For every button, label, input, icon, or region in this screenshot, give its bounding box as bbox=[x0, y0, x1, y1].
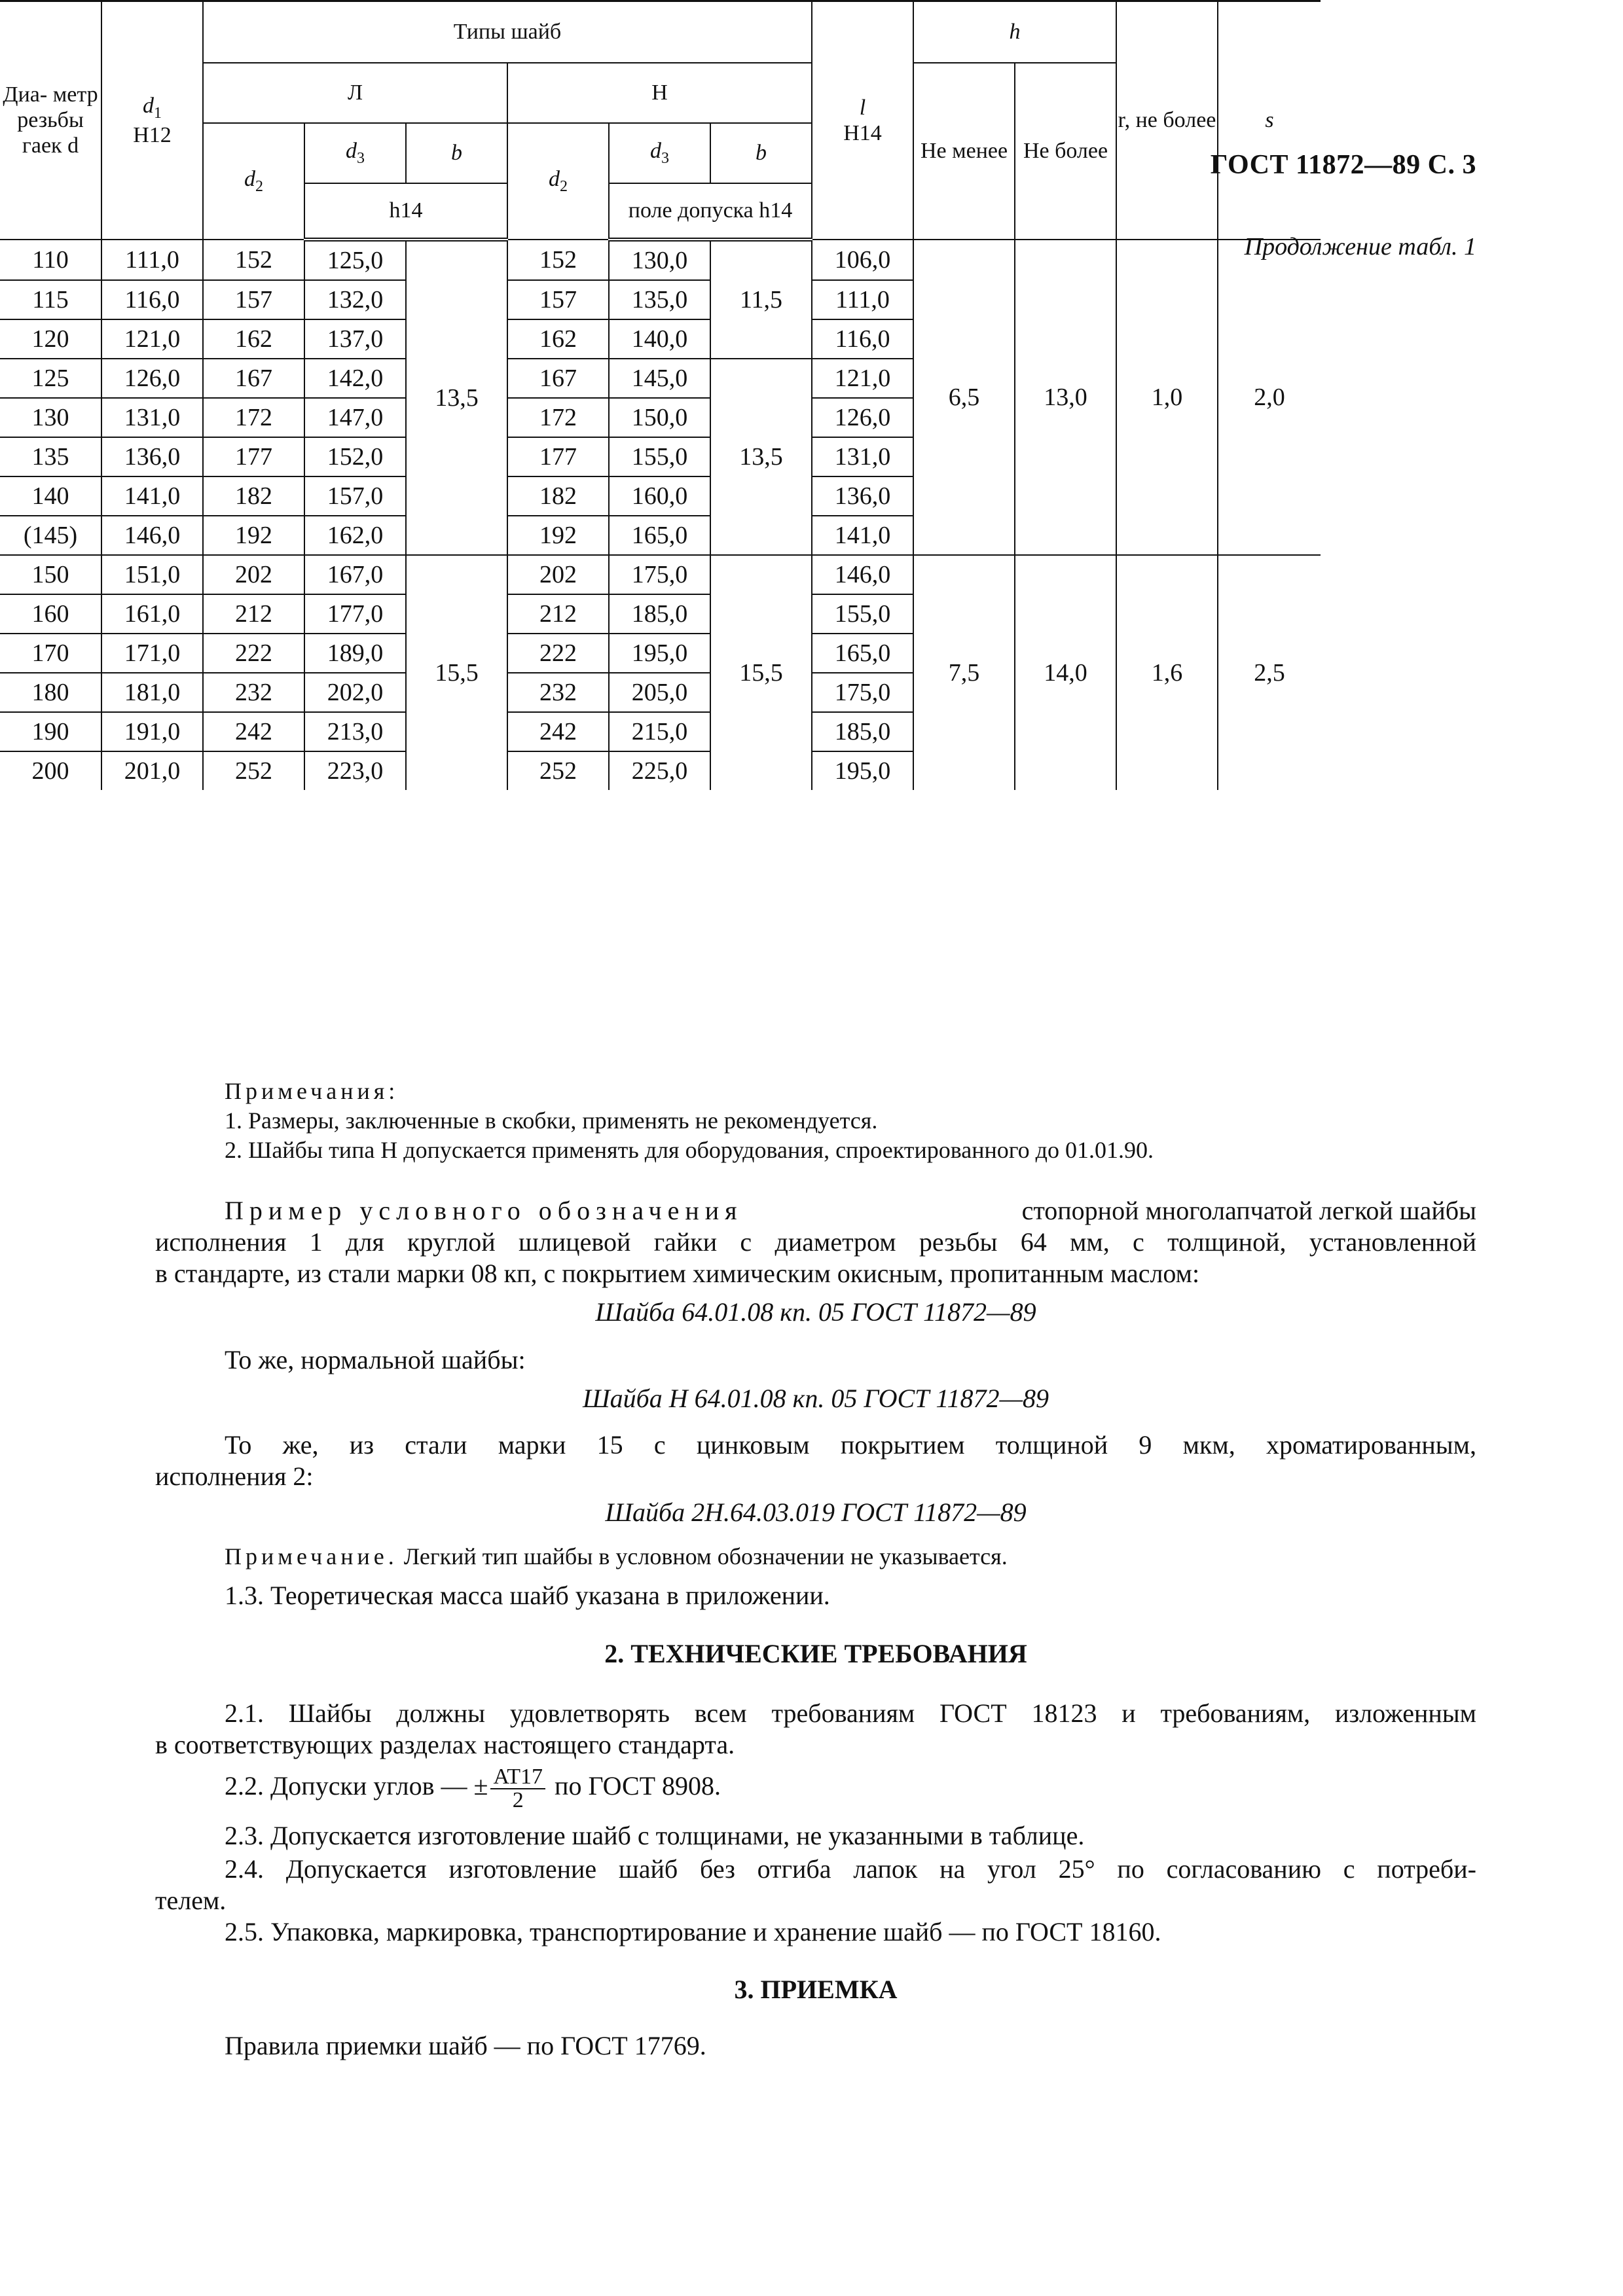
paragraph-1-3: 1.3. Теоретическая масса шайб указана в приложении. bbox=[225, 1581, 830, 1610]
page-header: ГОСТ 11872—89 С. 3 bbox=[1210, 150, 1476, 180]
header-r: r, не более bbox=[1116, 1, 1218, 240]
cell-N-d3: 130,0 bbox=[609, 240, 710, 280]
cell-N-d3: 140,0 bbox=[609, 319, 710, 359]
cell-d1: 146,0 bbox=[101, 516, 203, 555]
cell-d: 135 bbox=[0, 437, 101, 476]
cell-l: 146,0 bbox=[812, 555, 913, 594]
cell-d: (145) bbox=[0, 516, 101, 555]
cell-L-d3: 132,0 bbox=[304, 280, 406, 319]
cell-d1: 191,0 bbox=[101, 712, 203, 751]
cell-N-d3: 135,0 bbox=[609, 280, 710, 319]
cell-s: 2,0 bbox=[1218, 240, 1321, 555]
washer-dimensions-table bbox=[0, 0, 1321, 790]
header-d1: $d_1$ H12 bbox=[101, 1, 203, 240]
cell-N-b: 13,5 bbox=[710, 359, 812, 555]
cell-L-d3: 147,0 bbox=[304, 398, 406, 437]
cell-d1: 161,0 bbox=[101, 594, 203, 634]
paragraph-2-4-a: 2.4. Допускается изготовление шайб без отгиба лапок на угол 25° по согласованию с потреби- bbox=[225, 1854, 1476, 1884]
cell-N-d2: 172 bbox=[507, 398, 609, 437]
cell-N-d3: 225,0 bbox=[609, 751, 710, 790]
notes-title: Примечания: bbox=[225, 1078, 399, 1104]
example-note-text: Легкий тип шайбы в условном обозначении не указывается. bbox=[403, 1543, 1008, 1570]
header-N-tol: поле допуска h14 bbox=[609, 183, 812, 240]
cell-N-d2: 252 bbox=[507, 751, 609, 790]
cell-N-d2: 152 bbox=[507, 240, 609, 280]
cell-l: 141,0 bbox=[812, 516, 913, 555]
cell-L-d3: 189,0 bbox=[304, 634, 406, 673]
cell-N-d2: 157 bbox=[507, 280, 609, 319]
header-h: h bbox=[913, 1, 1116, 63]
example-lead: Пример условного обозначения bbox=[225, 1196, 743, 1225]
paragraph-2-1-b: в соответствующих разделах настоящего стандарта. bbox=[155, 1730, 735, 1759]
section-3-title: 3. ПРИЕМКА bbox=[734, 1975, 898, 2004]
cell-d: 150 bbox=[0, 555, 101, 594]
header-h-min: Не менее bbox=[913, 63, 1015, 240]
cell-d: 125 bbox=[0, 359, 101, 398]
example-line-1 bbox=[225, 1194, 1476, 1227]
header-s: s bbox=[1218, 1, 1321, 240]
cell-L-d3: 137,0 bbox=[304, 319, 406, 359]
cell-d1: 181,0 bbox=[101, 673, 203, 712]
cell-L-d3: 223,0 bbox=[304, 751, 406, 790]
cell-d1: 126,0 bbox=[101, 359, 203, 398]
cell-N-b: 15,5 bbox=[710, 555, 812, 790]
cell-N-b: 11,5 bbox=[710, 240, 812, 359]
header-h-max: Не более bbox=[1015, 63, 1116, 240]
cell-d1: 111,0 bbox=[101, 240, 203, 280]
header-N-d2: $d_2$ bbox=[507, 123, 609, 240]
cell-N-d3: 205,0 bbox=[609, 673, 710, 712]
cell-L-d2: 157 bbox=[203, 280, 304, 319]
cell-N-d2: 162 bbox=[507, 319, 609, 359]
section-2-title: 2. ТЕХНИЧЕСКИЕ ТРЕБОВАНИЯ bbox=[604, 1639, 1027, 1668]
cell-s: 2,5 bbox=[1218, 555, 1321, 790]
cell-N-d3: 185,0 bbox=[609, 594, 710, 634]
cell-l: 165,0 bbox=[812, 634, 913, 673]
same-steel-line-2: исполнения 2: bbox=[155, 1462, 314, 1491]
header-N-d3: $d_3$ bbox=[609, 123, 710, 183]
example-line-3: в стандарте, из стали марки 08 кп, с покрытием химическим окисным, пропитанным маслом: bbox=[155, 1259, 1200, 1288]
cell-N-d2: 192 bbox=[507, 516, 609, 555]
same-normal: То же, нормальной шайбы: bbox=[225, 1345, 526, 1374]
cell-h-max: 13,0 bbox=[1015, 240, 1116, 555]
header-type-L: Л bbox=[203, 63, 507, 123]
cell-d1: 141,0 bbox=[101, 476, 203, 516]
cell-d: 190 bbox=[0, 712, 101, 751]
cell-l: 185,0 bbox=[812, 712, 913, 751]
cell-d1: 131,0 bbox=[101, 398, 203, 437]
cell-L-d2: 162 bbox=[203, 319, 304, 359]
table-continuation-label: Продолжение табл. 1 bbox=[1244, 233, 1476, 260]
cell-l: 136,0 bbox=[812, 476, 913, 516]
cell-L-d2: 192 bbox=[203, 516, 304, 555]
cell-L-b: 13,5 bbox=[406, 240, 507, 555]
cell-l: 155,0 bbox=[812, 594, 913, 634]
cell-L-d2: 212 bbox=[203, 594, 304, 634]
header-N-b: b bbox=[710, 123, 812, 183]
cell-N-d2: 242 bbox=[507, 712, 609, 751]
cell-N-d2: 177 bbox=[507, 437, 609, 476]
cell-l: 131,0 bbox=[812, 437, 913, 476]
paragraph-3: Правила приемки шайб — по ГОСТ 17769. bbox=[225, 2031, 706, 2060]
cell-L-d3: 125,0 bbox=[304, 240, 406, 280]
cell-N-d3: 215,0 bbox=[609, 712, 710, 751]
cell-L-d2: 242 bbox=[203, 712, 304, 751]
cell-r: 1,6 bbox=[1116, 555, 1218, 790]
header-L-tol: h14 bbox=[304, 183, 507, 240]
cell-L-d3: 142,0 bbox=[304, 359, 406, 398]
header-L-b: b bbox=[406, 123, 507, 183]
cell-L-d2: 152 bbox=[203, 240, 304, 280]
paragraph-2-5: 2.5. Упаковка, маркировка, транспортирование и хранение шайб — по ГОСТ 18160. bbox=[225, 1917, 1161, 1946]
cell-d1: 116,0 bbox=[101, 280, 203, 319]
cell-d: 110 bbox=[0, 240, 101, 280]
fraction-at17: $\frac{AT17}{2}$ bbox=[490, 1766, 545, 1812]
cell-L-d2: 222 bbox=[203, 634, 304, 673]
note-2: 2. Шайбы типа Н допускается применять для оборудования, спроектированного до 01.01.90. bbox=[225, 1137, 1154, 1163]
cell-L-d3: 213,0 bbox=[304, 712, 406, 751]
cell-d: 200 bbox=[0, 751, 101, 790]
cell-L-d2: 252 bbox=[203, 751, 304, 790]
cell-d: 160 bbox=[0, 594, 101, 634]
cell-d1: 136,0 bbox=[101, 437, 203, 476]
cell-N-d3: 175,0 bbox=[609, 555, 710, 594]
cell-h-min: 6,5 bbox=[913, 240, 1015, 555]
paragraph-2-2: 2.2. Допуски углов — ± $\frac{AT17}{2}$ по ГОСТ 8908. bbox=[225, 1764, 721, 1812]
example-line-1-rest: стопорной многолапчатой легкой шайбы bbox=[1021, 1196, 1476, 1225]
cell-d: 180 bbox=[0, 673, 101, 712]
cell-L-d2: 232 bbox=[203, 673, 304, 712]
cell-d1: 171,0 bbox=[101, 634, 203, 673]
cell-L-b: 15,5 bbox=[406, 555, 507, 790]
cell-L-d3: 202,0 bbox=[304, 673, 406, 712]
cell-N-d3: 145,0 bbox=[609, 359, 710, 398]
cell-d: 130 bbox=[0, 398, 101, 437]
cell-N-d3: 165,0 bbox=[609, 516, 710, 555]
header-type-N: Н bbox=[507, 63, 812, 123]
cell-N-d2: 222 bbox=[507, 634, 609, 673]
example-note-lead: Примечание. bbox=[225, 1543, 398, 1570]
cell-L-d2: 167 bbox=[203, 359, 304, 398]
cell-L-d3: 152,0 bbox=[304, 437, 406, 476]
cell-d: 115 bbox=[0, 280, 101, 319]
cell-L-d2: 182 bbox=[203, 476, 304, 516]
header-washer-types: Типы шайб bbox=[203, 1, 812, 63]
header-L-d3: $d_3$ bbox=[304, 123, 406, 183]
cell-N-d2: 167 bbox=[507, 359, 609, 398]
example-line-2: исполнения 1 для круглой шлицевой гайки с диаметром резьбы 64 мм, с толщиной, установленной bbox=[155, 1227, 1476, 1257]
cell-l: 111,0 bbox=[812, 280, 913, 319]
cell-d1: 151,0 bbox=[101, 555, 203, 594]
cell-d: 120 bbox=[0, 319, 101, 359]
cell-N-d3: 195,0 bbox=[609, 634, 710, 673]
header-l: l H14 bbox=[812, 1, 913, 240]
cell-L-d2: 202 bbox=[203, 555, 304, 594]
cell-d: 170 bbox=[0, 634, 101, 673]
cell-l: 195,0 bbox=[812, 751, 913, 790]
cell-l: 121,0 bbox=[812, 359, 913, 398]
cell-N-d3: 160,0 bbox=[609, 476, 710, 516]
cell-N-d2: 232 bbox=[507, 673, 609, 712]
cell-d1: 201,0 bbox=[101, 751, 203, 790]
designation-3: Шайба 2Н.64.03.019 ГОСТ 11872—89 bbox=[605, 1498, 1027, 1527]
cell-N-d2: 212 bbox=[507, 594, 609, 634]
cell-L-d2: 177 bbox=[203, 437, 304, 476]
cell-l: 175,0 bbox=[812, 673, 913, 712]
cell-N-d2: 182 bbox=[507, 476, 609, 516]
cell-r: 1,0 bbox=[1116, 240, 1218, 555]
cell-L-d3: 162,0 bbox=[304, 516, 406, 555]
paragraph-2-3: 2.3. Допускается изготовление шайб с толщинами, не указанными в таблице. bbox=[225, 1821, 1085, 1850]
paragraph-2-1-a: 2.1. Шайбы должны удовлетворять всем требованиям ГОСТ 18123 и требованиям, изложенным bbox=[225, 1698, 1476, 1728]
cell-l: 126,0 bbox=[812, 398, 913, 437]
same-steel-line-1: То же, из стали марки 15 с цинковым покрытием толщиной 9 мкм, хроматированным, bbox=[225, 1430, 1476, 1460]
header-thread-diameter: Диа- метр резьбы гаек d bbox=[0, 1, 101, 240]
cell-N-d3: 155,0 bbox=[609, 437, 710, 476]
cell-L-d2: 172 bbox=[203, 398, 304, 437]
cell-N-d2: 202 bbox=[507, 555, 609, 594]
paragraph-2-4-b: телем. bbox=[155, 1886, 227, 1915]
designation-1: Шайба 64.01.08 кп. 05 ГОСТ 11872—89 bbox=[595, 1297, 1036, 1327]
cell-d: 140 bbox=[0, 476, 101, 516]
cell-L-d3: 167,0 bbox=[304, 555, 406, 594]
example-note bbox=[225, 1542, 1008, 1571]
designation-2: Шайба Н 64.01.08 кп. 05 ГОСТ 11872—89 bbox=[582, 1384, 1049, 1413]
note-1: 1. Размеры, заключенные в скобки, применять не рекомендуется. bbox=[225, 1107, 878, 1134]
cell-l: 116,0 bbox=[812, 319, 913, 359]
cell-L-d3: 177,0 bbox=[304, 594, 406, 634]
cell-N-d3: 150,0 bbox=[609, 398, 710, 437]
cell-d1: 121,0 bbox=[101, 319, 203, 359]
cell-l: 106,0 bbox=[812, 240, 913, 280]
header-L-d2: $d_2$ bbox=[203, 123, 304, 240]
cell-L-d3: 157,0 bbox=[304, 476, 406, 516]
cell-h-min: 7,5 bbox=[913, 555, 1015, 790]
cell-h-max: 14,0 bbox=[1015, 555, 1116, 790]
